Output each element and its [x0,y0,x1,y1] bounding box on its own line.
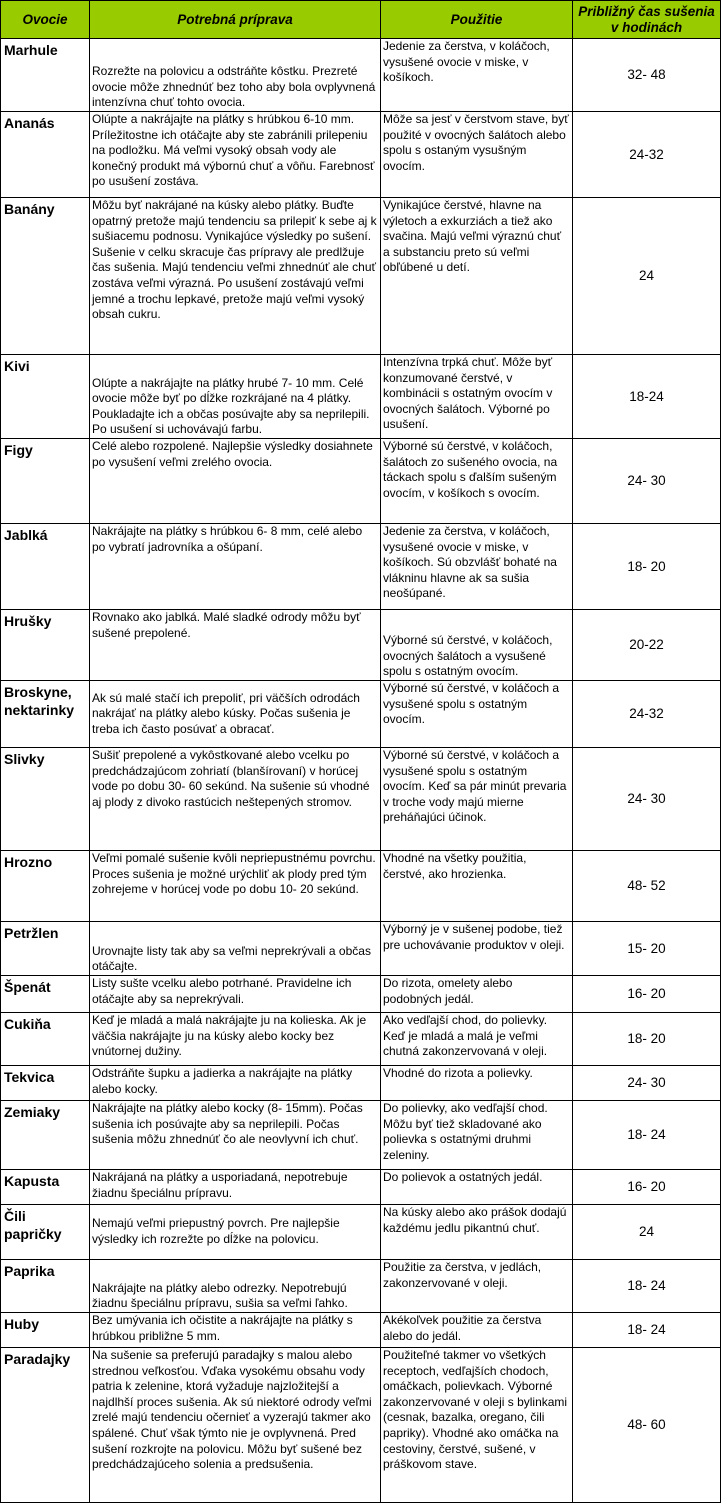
item-drying-time: 24 [573,198,721,355]
item-preparation: Olúpte a nakrájajte na plátky hrubé 7- 10 mm. Celé ovocie môže byť po dĺžke rozkrájané na 4 plátky. Poukladajte ich a občas posúvajte aby sa neprilepili. Po usušení si uchovávajú farbu. [90,355,381,439]
item-usage: Použiteľné takmer vo všetkých receptoch, vedľajších chodoch, omáčkach, polievkach. Výborné zakonzervované v oleji s bylinkami (cesnak, bazalka, oregano, čili papriky). Vhodné ako omáčka na cestoviny, čerstvé, sušené, v práškovom stave. [381,1348,573,1503]
item-preparation: Bez umývania ich očistite a nakrájajte na plátky s hrúbkou približne 5 mm. [90,1313,381,1348]
item-preparation: Keď je mladá a malá nakrájajte ju na kolieska. Ak je väčšia nakrájajte ju na kúsky alebo kocky bez vnútornej dužiny. [90,1013,381,1066]
item-drying-time: 15- 20 [573,922,721,976]
item-usage: Výborné sú čerstvé, v koláčoch, šalátoch zo sušeného ovocia, na táckach spolu s ďalším sušeným ovocím, v košíkoch s ovocím. [381,439,573,524]
item-name: Petržlen [1,922,90,976]
item-name: Ananás [1,112,90,198]
item-preparation: Nemajú veľmi priepustný povrch. Pre najlepšie výsledky ich rozrežte po dĺžke na polovicu. [90,1205,381,1260]
item-usage: Intenzívna trpká chuť. Môže byť konzumované čerstvé, v kombinácii s ostatným ovocím v ovocných šalátoch. Výborné po usušení. [381,355,573,439]
table-row [1,1260,721,1313]
item-name: Figy [1,439,90,524]
item-preparation: Odstráňte šupku a jadierka a nakrájajte na plátky alebo kocky. [90,1066,381,1101]
item-name: Kivi [1,355,90,439]
item-drying-time: 18- 24 [573,1313,721,1348]
item-usage: Vynikajúce čerstvé, hlavne na výletoch a exkurziách a tiež ako svačina. Majú veľmi výraznú chuť a substanciu preto sú veľmi obľúbené u detí. [381,198,573,355]
item-usage: Do polievky, ako vedľajší chod. Môžu byť tiež skladované ako polievka s ostatnými druhmi zeleniny. [381,1101,573,1170]
item-name: Hrušky [1,610,90,681]
table-row [1,355,721,439]
table-row [1,1066,721,1101]
item-preparation: Urovnajte listy tak aby sa veľmi neprekrývali a občas otáčajte. [90,922,381,976]
item-preparation: Môžu byť nakrájané na kúsky alebo plátky. Buďte opatrný pretože majú tendenciu sa prilepiť k sebe aj k sušiacemu podnosu. Vynikajúce výsledky po sušení. Sušenie v celku skracuje čas prípravy ale predlžuje čas sušenia. Majú tendenciu veľmi zhnednúť ale chuť zostáva veľmi výrazná. Po usušení zostávajú veľmi jemné a trochu lepkavé, pretože majú veľmi vysoký obsah cukru. [90,198,381,355]
item-usage: Môže sa jesť v čerstvom stave, byť použité v ovocných šalátoch alebo spolu s ostaným vysušným ovocím. [381,112,573,198]
table-row [1,1101,721,1170]
item-drying-time: 24- 30 [573,748,721,851]
item-usage: Výborný je v sušenej podobe, tiež pre uchovávanie produktov v oleji. [381,922,573,976]
item-drying-time: 24-32 [573,681,721,748]
item-preparation: Na sušenie sa preferujú paradajky s malou alebo strednou veľkosťou. Vďaka vysokému obsahu vody patria k zelenine, ktorá vyžaduje najzložitejší a najdlhší proces sušenia. Ak sú niektoré odrody veľmi zrelé majú tendenciu očernieť a vyzerajú takmer ako spálené. Chuť však týmto nie je ovplyvnená. Pred sušení rozkrojte na polovicu. Môžu byť sušené bez predchádzajúceho solenia a predsušenia. [90,1348,381,1503]
item-name: Cukiňa [1,1013,90,1066]
item-drying-time: 18-24 [573,355,721,439]
table-row [1,748,721,851]
item-usage: Výborné sú čerstvé, v koláčoch a vysušené spolu s ostatným ovocím. [381,681,573,748]
table-row [1,1313,721,1348]
item-drying-time: 20-22 [573,610,721,681]
table-row [1,1348,721,1503]
table-row [1,610,721,681]
item-preparation: Listy sušte vcelku alebo potrhané. Pravidelne ich otáčajte aby sa neprekrývali. [90,976,381,1013]
table-row [1,681,721,748]
item-name: Huby [1,1313,90,1348]
header-pouzitie: Použitie [381,1,573,39]
table-row [1,198,721,355]
item-name: Broskyne, nektarinky [1,681,90,748]
item-drying-time: 18- 24 [573,1101,721,1170]
item-preparation: Olúpte a nakrájajte na plátky s hrúbkou 6-10 mm. Príležitostne ich otáčajte aby ste zabránili prilepeniu na podložku. Má veľmi vysoký obsah vody ale konečný produkt má výbornú chuť a vôňu. Farebnosť po usušení zostáva. [90,112,381,198]
table-row [1,1013,721,1066]
item-usage: Použitie za čerstva, v jedlách, zakonzervované v oleji. [381,1260,573,1313]
item-drying-time: 16- 20 [573,1170,721,1205]
item-preparation: Nakrájajte na plátky s hrúbkou 6- 8 mm, celé alebo po vybratí jadrovníka a ošúpaní. [90,524,381,610]
table-row [1,922,721,976]
table-row [1,39,721,112]
item-usage: Jedenie za čerstva, v koláčoch, vysušené ovocie v miske, v košíkoch. Sú obzvlášť bohaté na vlákninu hlavne ak sa sušia neošúpané. [381,524,573,610]
item-preparation: Nakrájajte na plátky alebo odrezky. Nepotrebujú žiadnu špeciálnu prípravu, sušia sa veľmi ľahko. [90,1260,381,1313]
item-usage: Na kúsky alebo ako prášok dodajú každému jedlu pikantnú chuť. [381,1205,573,1260]
item-usage: Jedenie za čerstva, v koláčoch, vysušené ovocie v miske, v košíkoch. [381,39,573,112]
item-name: Kapusta [1,1170,90,1205]
header-row [1,1,721,39]
item-drying-time: 48- 60 [573,1348,721,1503]
item-drying-time: 24- 30 [573,439,721,524]
item-name: Marhule [1,39,90,112]
item-usage: Výborné sú čerstvé, v koláčoch a vysušené spolu s ostatným ovocím. Keď sa pár minút prevaria v troche vody majú mierne preháňajúci účinok. [381,748,573,851]
item-name: Hrozno [1,851,90,922]
item-preparation: Veľmi pomalé sušenie kvôli nepriepustnému povrchu. Proces sušenia je možné urýchliť ak plody pred tým zohrejeme v horúcej vode po dobu 10- 20 sekúnd. [90,851,381,922]
item-preparation: Ak sú malé stačí ich prepoliť, pri väčších odrodách nakrájať na plátky alebo kúsky. Počas sušenia je treba ich často posúvať a obracať. [90,681,381,748]
item-name: Paradajky [1,1348,90,1503]
item-drying-time: 18- 24 [573,1260,721,1313]
item-name: Slivky [1,748,90,851]
item-name: Paprika [1,1260,90,1313]
item-name: Jablká [1,524,90,610]
item-preparation: Celé alebo rozpolené. Najlepšie výsledky dosiahnete po vysušení veľmi zrelého ovocia. [90,439,381,524]
item-usage: Vhodné do rizota a polievky. [381,1066,573,1101]
item-drying-time: 16- 20 [573,976,721,1013]
header-ovocie: Ovocie [1,1,90,39]
table-row [1,1170,721,1205]
item-usage: Vhodné na všetky použitia, čerstvé, ako hrozienka. [381,851,573,922]
item-drying-time: 48- 52 [573,851,721,922]
item-usage: Výborné sú čerstvé, v koláčoch, ovocných šalátoch a vysušené spolu s ostatným ovocím. [381,610,573,681]
item-preparation: Nakrájajte na plátky alebo kocky (8- 15mm). Počas sušenia ich posúvajte aby sa neprilepili. Počas sušenia môžu zhnednúť čo ale neovlyvní ich chuť. [90,1101,381,1170]
item-usage: Do rizota, omelety alebo podobných jedál. [381,976,573,1013]
item-drying-time: 32- 48 [573,39,721,112]
item-preparation: Rozrežte na polovicu a odstráňte kôstku. Prezreté ovocie môže zhnednúť bez toho aby bola ovplyvnená intenzívna chuť tohto ovocia. [90,39,381,112]
item-preparation: Nakrájaná na plátky a usporiadaná, nepotrebuje žiadnu špeciálnu prípravu. [90,1170,381,1205]
item-name: Zemiaky [1,1101,90,1170]
item-name: Banány [1,198,90,355]
table-row [1,976,721,1013]
item-name: Tekvica [1,1066,90,1101]
item-drying-time: 24-32 [573,112,721,198]
item-usage: Akékoľvek použitie za čerstva alebo do jedál. [381,1313,573,1348]
item-drying-time: 18- 20 [573,524,721,610]
table-row [1,524,721,610]
table-row [1,112,721,198]
table-row [1,1205,721,1260]
item-usage: Do polievok a ostatných jedál. [381,1170,573,1205]
item-name: Čili papričky [1,1205,90,1260]
item-drying-time: 24 [573,1205,721,1260]
item-name: Špenát [1,976,90,1013]
item-preparation: Rovnako ako jablká. Malé sladké odrody môžu byť sušené prepolené. [90,610,381,681]
item-preparation: Sušiť prepolené a vykôstkované alebo vcelku po predchádzajúcom zohriatí (blanšírovaní) v horúcej vode po dobu 30- 60 sekúnd. Na sušenie sú vhodné aj plody z divoko rastúcich neštepených stromov. [90,748,381,851]
table-row [1,439,721,524]
header-cas: Približný čas sušenia v hodinách [573,1,721,39]
item-usage: Ako vedľajší chod, do polievky. Keď je mladá a malá je veľmi chutná zakonzervovaná v oleji. [381,1013,573,1066]
item-drying-time: 18- 20 [573,1013,721,1066]
table-row [1,851,721,922]
item-drying-time: 24- 30 [573,1066,721,1101]
header-priprava: Potrebná príprava [90,1,381,39]
